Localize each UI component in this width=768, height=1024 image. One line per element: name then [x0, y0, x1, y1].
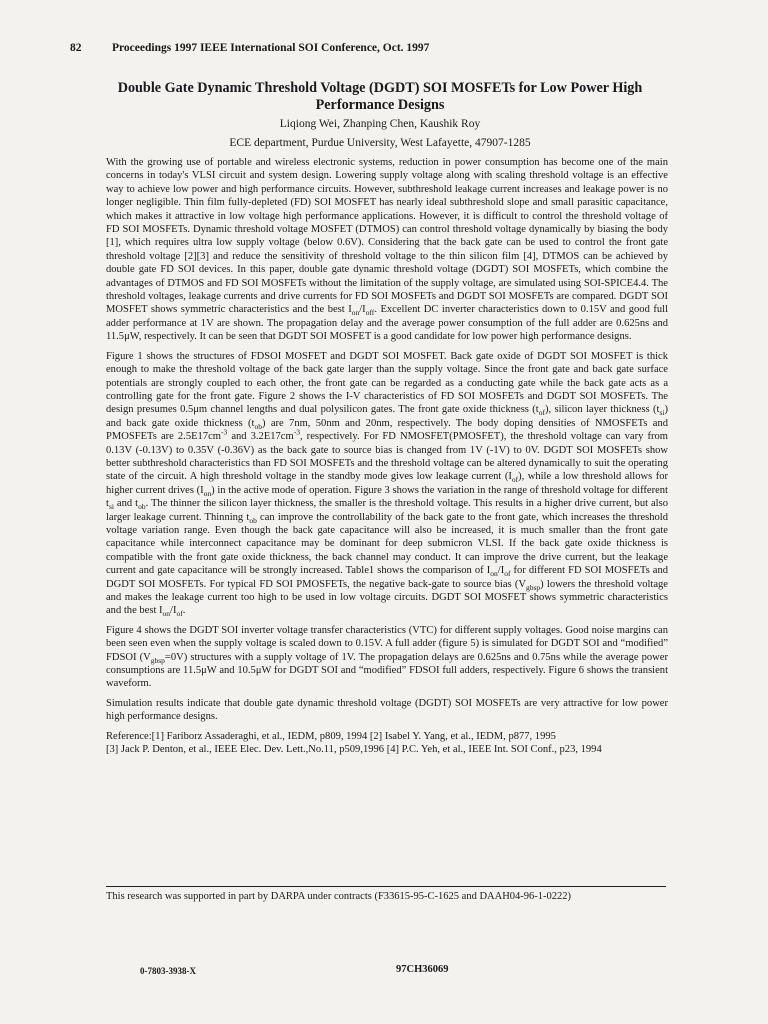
paragraph-inverter: Figure 4 shows the DGDT SOI inverter voltage transfer characteristics (VTC) for different supply voltages. Good noise margins can been seen even when the supply voltage is scaled down to 0.15V. A full adder (figure 5) is simulated for DGDT SOI and “modified” FDSOI $(V_{gbsp}=0V)$ structures with a supply voltage of 1V. The propagation delays are 0.625ns and 0.75ns while the average power consumptions are 11.5μW and 10.5μW for DGDT SOI and “modified” FDSOI full adders, respectively. Figure 6 shows the transient waveform. — [106, 624, 668, 690]
paragraph-abstract: With the growing use of portable and wireless electronic systems, reduction in power consumption has become one of the main concerns in today's VLSI circuit and system design. Lowering supply voltage along with scaling threshold voltage is an effective way to achieve low power and high performance circuits. However, subthreshold leakage current increases and leakage power is no longer negligible. Thin film fully-depleted (FD) SOI MOSFET has nearly ideal subthreshold slope and small parasitic capacitance, which makes it attractive in low voltage high performance applications. However, it is difficult to control the threshold voltage of FD SOI MOSFETs. Dynamic threshold voltage MOSFET (DTMOS) can control threshold voltage dynamically by biasing the body [1], which requires ultra low supply voltage (below 0.6V). Considering that the back gate can be used to control the front gate threshold voltage [2][3] and reduce the sensitivity of threshold voltage to the thin silicon film [4], DTMOS can be achieved by double gate FD SOI devices. In this paper, double gate dynamic threshold voltage (DGDT) SOI MOSFETs, which combine the advantages of DTMOS and FD SOI MOSFETs without the limitation of the supply voltage, are simulated using SOI-SPICE4.4. The threshold voltages, leakage currents and drive currents for FD SOI MOSFETs and DGDT SOI MOSFETs are compared. DGDT SOI MOSFET shows symmetric characteristics and the best $I_{on}/I_{off}$. Excellent DC inverter characteristics down to 0.15V and good full adder performance at 1V are shown. The propagation delay and the average power consumption of the full adder are 0.625ns and 11.5μW, respectively. It can be seen that DGDT SOI MOSFET is a good candidate for low power high performance designs. — [106, 157, 668, 343]
paper-affiliation: ECE department, Purdue University, West Lafayette, 47907-1285 — [229, 137, 531, 149]
isbn-footer: 0-7803-3938-X — [140, 966, 196, 976]
paragraph-structures: Figure 1 shows the structures of FDSOI MOSFET and DGDT SOI MOSFET. Back gate oxide of DGDT SOI MOSFET is thick enough to make the threshold voltage of the back gate larger than the supply voltage. Since the front gate and back gate surface potentials are strongly coupled to each other, the front gate can be regarded as a conducting gate while the back gate acts as a controlling gate for the front gate. Figure 2 shows the I-V characteristics of FD SOI MOSFETs and DGDT SOI MOSFETs. The design presumes 0.5μm channel lengths and dual polysilicon gates. The front gate oxide thickness $(t_{of})$, silicon layer thickness $(t_{si})$ and back gate oxide thickness $(t_{ob})$ are 7nm, 50nm and 20nm, respectively. The body doping densities of NMOSFETs and PMOSFETs are $2.5E17cm^{-3}$ and $3.2E17cm^{-3}$, respectively. For FD NMOSFET(PMOSFET), the threshold voltage can vary from 0.13V (-0.13V) to 0.35V (-0.36V) as the back gate to source bias is changed from 1V (-1V) to 0V. DGDT SOI MOSFETs show better subthreshold characteristics than FD SOI MOSFETs and the threshold voltage can be altered dynamically to suit the operating state of the circuit. A high threshold voltage in the standby mode gives low leakage current $(I_{of})$, while a low threshold allows for higher current drives $(I_{on})$ in the active mode of operation. Figure 3 shows the variation in the range of threshold voltage for different $t_{si}$ and $t_{ob}$. The thinner the silicon layer thickness, the smaller is the threshold voltage. This results in a higher drive current, but also larger leakage current. Thinning $t_{ob}$ can improve the controllability of the back gate to the front gate, which increases the threshold voltage variation range. Even though the back gate capacitance will also be increased, it is much smaller than the front gate capacitance while interconnect capacitance may be dominant for deep submicron VLSI. If the back gate oxide thickness is compatible with the front gate oxide thickness, the back channel may conduct. It can improve the drive current, but the leakage current and gate capacitance will be strongly increased. Table1 shows the comparison of $I_{on}/I_{of}$ for different FD SOI MOSFETs and DGDT SOI MOSFETs. For typical FD SOI PMOSFETs, the negative back-gate to source bias $(V_{gbsp})$ lowers the threshold voltage and makes the leakage current too high to be used in low voltage circuits. DGDT SOI MOSFET shows symmetric characteristics and the best $I_{on}/I_{of}$. — [106, 350, 669, 619]
reference-line-1: Reference:[1] Fariborz Assaderaghi, et al., IEDM, p809, 1994 [2] Isabel Y. Yang, et al., IEDM, p877, 1995 — [106, 730, 556, 742]
paragraph-conclusion: Simulation results indicate that double gate dynamic threshold voltage (DGDT) SOI MOSFETs are very attractive for low power high performance designs. — [106, 697, 668, 723]
proceedings-title: Proceedings 1997 IEEE International SOI Conference, Oct. 1997 — [112, 42, 430, 54]
catalog-footer: 97CH36069 — [396, 964, 449, 975]
references — [106, 730, 668, 757]
running-header — [70, 42, 710, 54]
reference-line-2: [3] Jack P. Denton, et al., IEEE Elec. Dev. Lett.,No.11, p509,1996 [4] P.C. Yeh, et al., IEEE Int. SOI Conf., p23, 1994 — [106, 744, 602, 756]
paper-authors: Liqiong Wei, Zhanping Chen, Kaushik Roy — [279, 118, 481, 130]
footnote-divider — [106, 886, 666, 887]
paper-body — [106, 156, 668, 756]
funding-footnote: This research was supported in part by DARPA under contracts (F33615-95-C-1625 and DAAH04-96-1-0222) — [106, 891, 572, 902]
paper-title: Double Gate Dynamic Threshold Voltage (DGDT) SOI MOSFETs for Low Power High Performance Designs — [117, 80, 643, 113]
page-number: 82 — [70, 42, 82, 54]
